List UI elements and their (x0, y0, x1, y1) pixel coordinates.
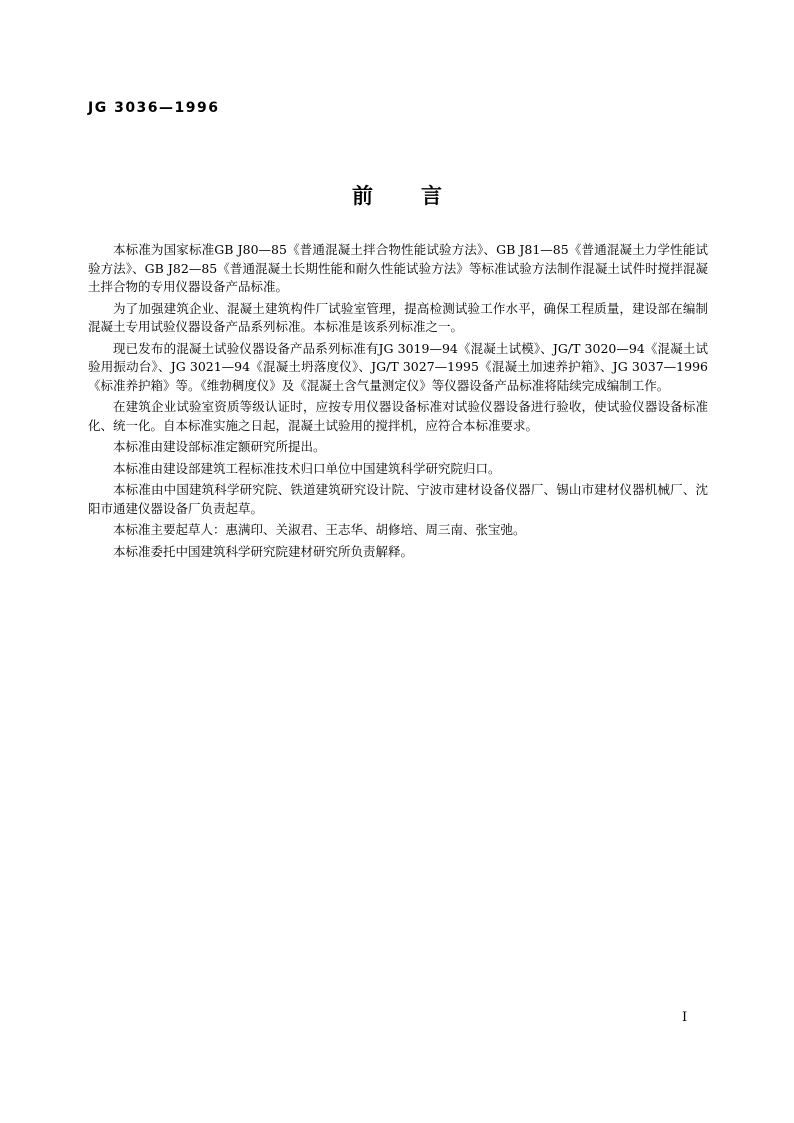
paragraph: 在建筑企业试验室资质等级认证时，应按专用仪器设备标准对试验仪器设备进行验收，使试验仪器设备标准化、统一化。自本标准实施之日起，混凝土试验用的搅拌机，应符合本标准要求。 (88, 399, 708, 433)
paragraph: 本标准委托中国建筑科学研究院建材研究所负责解释。 (113, 543, 414, 559)
paragraph: 现已发布的混凝土试验仪器设备产品系列标准有JG 3019—94《混凝土试模》、JG/T 3020—94《混凝土试验用振动台》、JG 3021—94《混凝土坍落度仪》、JG/T 3027—1995《混凝土加速养护箱》、JG 3037—1996《标准养护箱》等。《维勃稠度仪》及《混凝土含气量测定仪》等仪器设备产品标准将陆续完成编制工作。 (88, 340, 708, 393)
paragraph: 本标准由建设部标准定额研究所提出。 (113, 439, 326, 454)
paragraph: 本标准主要起草人：惠满印、关淑君、王志华、胡修培、周三南、张宝弛。 (113, 522, 526, 537)
paragraph: 为了加强建筑企业、混凝土建筑构件厂试验室管理，提高检测试验工作水平，确保工程质量，建设部在编制混凝土专用试验仪器设备产品系列标准。本标准是该系列标准之一。 (88, 300, 708, 334)
standard-code: JG 3036—1996 (88, 100, 220, 116)
paragraph: 本标准为国家标准GB J80—85《普通混凝土拌合物性能试验方法》、GB J81—85《普通混凝土力学性能试验方法》、GB J82—85《普通混凝土长期性能和耐久性能试验方法》等标准试验方法制作混凝土试件时搅拌混凝土拌合物的专用仪器设备产品标准。 (88, 242, 708, 294)
paragraph: 本标准由建设部建筑工程标准技术归口单位中国建筑科学研究院归口。 (113, 460, 501, 476)
page-number: I (682, 1010, 688, 1025)
paragraph: 本标准由中国建筑科学研究院、铁道建筑研究设计院、宁波市建材设备仪器厂、锡山市建材仪器机械厂、沈阳市通建仪器设备厂负责起草。 (88, 482, 708, 516)
foreword-body (88, 241, 708, 564)
page-title: 前言 (352, 184, 490, 208)
